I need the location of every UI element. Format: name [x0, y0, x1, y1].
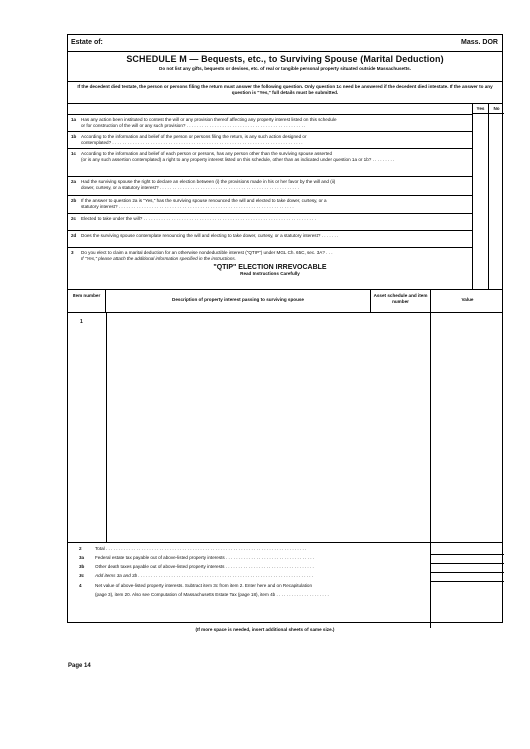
row-text: Total . . . . . . . . . . . . . . . . . . . . . . . . . . . . . . . . . . . . . . . . . . . . . . . . . . . . . . . . . . . . . . . . . . . . . . . . . . . . . . .	[95, 546, 307, 551]
column-divider	[106, 313, 107, 542]
row-text: Add items 3a and 3b . . . . . . . . . . . . . . . . . . . . . . . . . . . . . . . . . . . . . . . . . . . . . . . . . . . . . . . . . . . . . . . . . . . . .	[95, 573, 314, 578]
questions-section	[68, 104, 502, 290]
question-2b	[68, 195, 472, 213]
no-column-header: No	[488, 104, 504, 114]
row-divider	[430, 581, 504, 582]
item-number-first: 1	[80, 319, 83, 325]
form-header	[68, 35, 502, 52]
row-divider	[430, 563, 504, 564]
question-number: 2a	[71, 179, 77, 184]
question-number: 2b	[71, 198, 77, 203]
column-header-description: Description of property interest passing to surviving spouse	[172, 297, 304, 302]
column-header-item-number: Item number	[68, 290, 106, 312]
schedule-title: SCHEDULE M — Bequests, etc., to Surviving Spouse (Marital Deduction)	[126, 54, 444, 64]
row-divider	[430, 554, 504, 555]
question-text-continued: (or is any such assertion contemplated) a right to any property interest listed on this schedule, other than as indicated under question 1a or 1b? . . . . . . . . .	[81, 157, 395, 162]
schedule-subtitle: Do not list any gifts, bequests or devises, etc. of real or tangible personal property situated outside Massachusetts.	[159, 66, 411, 71]
footnote: (If more space is needed, insert additional sheets of same size.)	[195, 627, 335, 632]
row-number: 3c	[79, 573, 85, 578]
question-number: 2c	[71, 216, 77, 221]
question-number: 3	[71, 250, 74, 255]
totals-section	[68, 543, 502, 628]
yes-column[interactable]	[472, 114, 473, 289]
row-number: 3a	[79, 555, 85, 560]
property-table-header	[68, 290, 502, 313]
question-text: Has any action been instituted to contest the will or any provision thereof affecting any property interest listed on this schedule	[81, 117, 337, 122]
row-number: 2	[79, 546, 82, 551]
question-text: According to the information and belief of the person or persons filing the return, is any such action designed or	[81, 134, 307, 139]
qtip-election-notice	[68, 264, 472, 276]
qtip-title: "QTIP" ELECTION IRREVOCABLE	[213, 264, 327, 271]
instruction-text: If the decedent died testate, the person or persons filing the return must answer the following question. Only question 1c need be answered if the decedent died intestate. If the answer to any question is "Yes," full details must be submitted.	[68, 82, 502, 104]
question-2c	[68, 213, 472, 230]
question-number: 2d	[71, 233, 77, 238]
row-divider	[430, 572, 504, 573]
totals-value-column[interactable]	[430, 543, 431, 628]
question-2d	[68, 230, 472, 247]
question-text-continued: statutory interest? . . . . . . . . . . . . . . . . . . . . . . . . . . . . . . . . . . . . . . . . . . . . . . . . . . . . . . . . . . . . . . . . . . . . .	[81, 204, 294, 209]
question-text: Do you elect to claim a marital deduction for an otherwise nondeductible interest ("QTIP") under MGL Ch. 65C, sec. 3A? . . .	[81, 250, 333, 255]
schedule-m-form	[67, 34, 503, 623]
row-text: Other death taxes payable out of above-listed property interests . . . . . . . . . . . . . . . . . . . . . . . . . . . . . . . . . . .	[95, 564, 314, 569]
property-table-body[interactable]	[68, 313, 502, 543]
question-text: Does the surviving spouse contemplate renouncing the will and electing to take dower, curtesy, or a statutory interest? . . . . . . .	[81, 233, 339, 238]
question-number: 1c	[71, 151, 77, 156]
column-header-asset-schedule: Asset schedule and item number	[370, 290, 430, 312]
question-1a	[68, 114, 472, 131]
mass-dor-label: Mass. DOR	[461, 39, 498, 46]
question-1b	[68, 131, 472, 148]
question-2a	[68, 176, 472, 195]
question-1c	[68, 148, 472, 176]
estate-of-label: Estate of:	[71, 39, 103, 46]
question-text: Elected to take under the will? . . . . . . . . . . . . . . . . . . . . . . . . . . . . . . . . . . . . . . . . . . . . . . . . . . . . . . . . . . . . . . . . . . . .	[81, 216, 316, 221]
schedule-heading	[68, 54, 502, 82]
question-text: If the answer to question 2a is "Yes," has the surviving spouse renounced the will and elected to take dower, curtesy, or a	[81, 198, 327, 203]
row-text: Net value of above-listed property interests. Subtract item 3c from item 2. Enter here and on Recapitulation	[95, 583, 313, 588]
question-text-continued: dower, curtesy, or a statutory interest? . . . . . . . . . . . . . . . . . . . . . . . . . . . . . . . . . . . . . . . . . . . . . . . . . . . . . . .	[81, 185, 299, 190]
row-text: (page 3), item 20. Also see Computation of Massachusetts Estate Tax (page 18), item 4b . . . . . . . . . . . . . . . . . . . . .	[95, 592, 329, 597]
question-text-continued: contemplated? . . . . . . . . . . . . . . . . . . . . . . . . . . . . . . . . . . . . . . . . . . . . . . . . . . . . . . . . . . . . . . . . . . . . . . . . . . .	[81, 140, 303, 145]
question-text: Had the surviving spouse the right to declare an election between (i) the provisions made in his or her favor by the will and (ii)	[81, 179, 336, 184]
question-number: 1a	[71, 117, 77, 122]
question-text-continued: or for construction of the will or any such provision? . . . . . . . . . . . . . . . . . . . . . . . . . . . . . . . . . . . . . . . . . . . . . . .	[81, 123, 306, 128]
row-text: Federal estate tax payable out of above-listed property interests . . . . . . . . . . . . . . . . . . . . . . . . . . . . . . . . . . .	[95, 555, 315, 560]
column-header-value: Value	[430, 290, 504, 312]
question-text: According to the information and belief of each person or persons, has any person other than the surviving spouse asserted	[81, 151, 333, 156]
qtip-subtitle: Read Instructions Carefully	[240, 271, 300, 276]
row-number: 4	[79, 583, 82, 588]
no-column[interactable]	[488, 114, 489, 289]
yes-column-header: Yes	[472, 104, 488, 114]
page-number: Page 14	[68, 663, 91, 669]
question-text-continued: If "Yes," please attach the additional information specified in the instructions.	[81, 256, 236, 261]
row-number: 3b	[79, 564, 85, 569]
question-number: 1b	[71, 134, 77, 139]
column-divider	[430, 313, 431, 542]
